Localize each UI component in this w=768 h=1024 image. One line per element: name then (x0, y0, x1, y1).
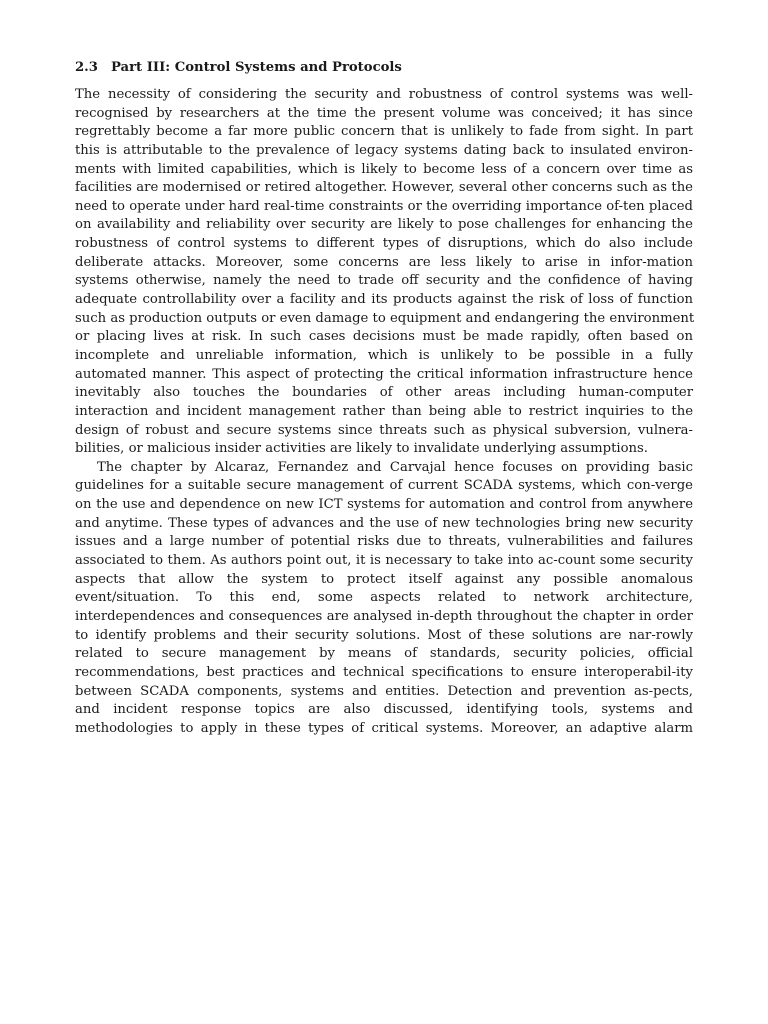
text-line: related to secure management by means of standards, security policies, official (75, 646, 693, 662)
section-heading (75, 58, 693, 78)
text-line: design of robust and secure systems since threats such as physical subversion, vulnera- (75, 422, 693, 438)
section-title: Part III: Control Systems and Protocols (111, 60, 402, 75)
text-line: robustness of control systems to different types of disruptions, which do also include (75, 236, 693, 252)
text-line: need to operate under hard real-time constraints or the overriding importance of-ten placed (75, 198, 693, 214)
text-line: adequate controllability over a facility and its products against the risk of loss of function (75, 292, 693, 308)
text-line: or placing lives at risk. In such cases decisions must be made rapidly, often based on (75, 329, 693, 345)
text-line: methodologies to apply in these types of critical systems. Moreover, an adaptive alarm (75, 720, 693, 736)
text-line: this is attributable to the prevalence of legacy systems dating back to insulated environ- (75, 142, 693, 158)
text-line: recognised by researchers at the time the present volume was conceived; it has since (75, 105, 693, 121)
text-line: event/situation. To this end, some aspects related to network architecture, (75, 590, 693, 606)
text-line: The chapter by Alcaraz, Fernandez and Carvajal hence focuses on providing basic (97, 459, 693, 475)
paragraph-1 (75, 86, 693, 459)
text-line: on availability and reliability over security are likely to pose challenges for enhancing the (75, 217, 693, 233)
section-body (75, 58, 693, 738)
text-line: facilities are modernised or retired altogether. However, several other concerns such as the (75, 180, 693, 196)
text-line: interaction and incident management rather than being able to restrict inquiries to the (75, 403, 693, 419)
section-number: 2.3 (75, 60, 98, 75)
text-line: such as production outputs or even damage to equipment and endangering the environment (75, 310, 695, 326)
text-line: associated to them. As authors point out, it is necessary to take into ac-count some security (75, 553, 693, 569)
text-line: ments with limited capabilities, which is likely to become less of a concern over time as (75, 161, 693, 177)
text-line: and anytime. These types of advances and the use of new technologies bring new security (75, 515, 693, 531)
text-line: bilities, or malicious insider activities are likely to invalidate underlying assumptions. (75, 441, 648, 457)
text-line: inevitably also touches the boundaries of other areas including human-computer (75, 385, 693, 401)
text-line: aspects that allow the system to protect itself against any possible anomalous (75, 571, 693, 587)
text-line: deliberate attacks. Moreover, some concerns are less likely to arise in infor-mation (75, 254, 693, 270)
text-line: issues and a large number of potential risks due to threats, vulnerabilities and failures (75, 534, 693, 550)
text-line: interdependences and consequences are analysed in-depth throughout the chapter in order (75, 608, 693, 624)
paragraph-2 (75, 459, 693, 739)
text-line: between SCADA components, systems and entities. Detection and prevention as-pects, (75, 683, 693, 699)
text-line: to identify problems and their security solutions. Most of these solutions are nar-rowly (75, 627, 693, 643)
text-line: systems otherwise, namely the need to trade off security and the confidence of having (75, 273, 693, 289)
text-line: incomplete and unreliable information, which is unlikely to be possible in a fully (75, 347, 693, 363)
text-line: on the use and dependence on new ICT systems for automation and control from anywhere (75, 497, 693, 513)
text-line: recommendations, best practices and technical specifications to ensure interoperabil-ity (75, 664, 693, 680)
text-line: and incident response topics are also discussed, identifying tools, systems and (75, 702, 693, 718)
text-line: regrettably become a far more public concern that is unlikely to fade from sight. In part (75, 124, 693, 140)
text-line: automated manner. This aspect of protecting the critical information infrastructure hence (75, 366, 693, 382)
text-line: The necessity of considering the security and robustness of control systems was well- (75, 87, 693, 102)
text-line: guidelines for a suitable secure management of current SCADA systems, which con-verge (75, 478, 693, 494)
